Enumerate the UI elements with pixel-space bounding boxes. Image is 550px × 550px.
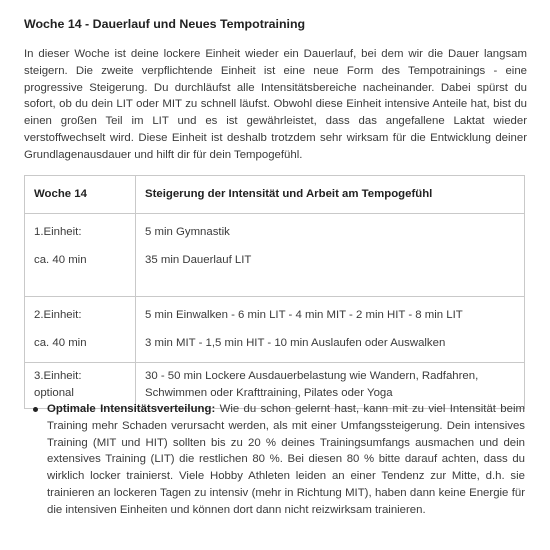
session-duration: ca. 40 min	[34, 336, 87, 349]
table-row	[25, 214, 525, 297]
session-label: 1.Einheit:	[34, 226, 82, 238]
session-label: 3.Einheit:	[34, 370, 82, 382]
table-header-week: Woche 14	[25, 176, 136, 214]
table-cell-content	[136, 214, 525, 297]
table-cell-content: 30 - 50 min Lockere Ausdauerbelastung wie Wandern, Radfahren, Schwimmen oder Krafttraining, Pilates oder Yoga	[136, 363, 525, 409]
bullet-paragraph	[47, 401, 525, 519]
session-part: 35 min Dauerlauf LIT	[145, 253, 252, 266]
table-row	[25, 297, 525, 363]
bullet-point-icon	[33, 407, 38, 412]
training-table	[24, 175, 525, 409]
bullet-text: Wie du schon gelernt hast, kann mit zu viel Intensität beim Training mehr Schaden verursacht werden, als mit einer Umfangssteigerung. Dein intensives Training (MIT und HIT) sollten bis zu 20 % deines Trainingsumfangs ausmachen und dein extensives Training (LIT) die restlichen 80 %. Bei diesen 80 % bitte darauf achten, dass du wirklich locker trainierst. Viele Hobby Athleten leiden an einer Tendenz zur Mitte, d.h. sie trainieren an lockeren Tagen zu intensiv (mehr in Richtung MIT), haben dann keine Energie für die intensiven Einheiten und können dort dann nicht reizwirksam trainieren.	[47, 403, 525, 516]
intro-paragraph: In dieser Woche ist deine lockere Einheit wieder ein Dauerlauf, bei dem wir die Dauer langsam steigern. Die zweite verpflichtende Einheit ist eine neue Form des Tempotrainings - eine progressive Steigerung. Du durchläufst alle Intensitätsbereiche nacheinander. Dabei spürst du sofort, ob du dein LIT oder MIT zu schnell läufst. Obwohl diese Einheit intensive Anteile hat, bist du einen großen Teil im LIT und es ist gewährleistet, dass das angefallene Laktat wieder verstoffwechselt wird. Diese Einheit ist deshalb trotzdem sehr wirksam für die Entwicklung deiner Grundlagenausdauer und hilft dir für dein Tempogefühl.	[24, 48, 527, 161]
session-part: 5 min Einwalken - 6 min LIT - 4 min MIT - 2 min HIT - 8 min LIT	[145, 309, 463, 321]
bullet-lead: Optimale Intensitätsverteilung:	[47, 403, 216, 415]
session-part: 5 min Gymnastik	[145, 226, 230, 238]
session-part: 3 min MIT - 1,5 min HIT - 10 min Auslaufen oder Auswalken	[145, 336, 446, 349]
table-cell-session	[25, 214, 136, 297]
session-label: 2.Einheit:	[34, 309, 82, 321]
page-title: Woche 14 - Dauerlauf und Neues Tempotraining	[24, 17, 306, 31]
table-cell-session	[25, 297, 136, 363]
table-cell-content	[136, 297, 525, 363]
table-header-focus: Steigerung der Intensität und Arbeit am Tempogefühl	[136, 176, 525, 214]
session-duration: ca. 40 min	[34, 253, 87, 266]
session-duration: optional	[34, 386, 74, 399]
table-header-row	[25, 176, 525, 214]
